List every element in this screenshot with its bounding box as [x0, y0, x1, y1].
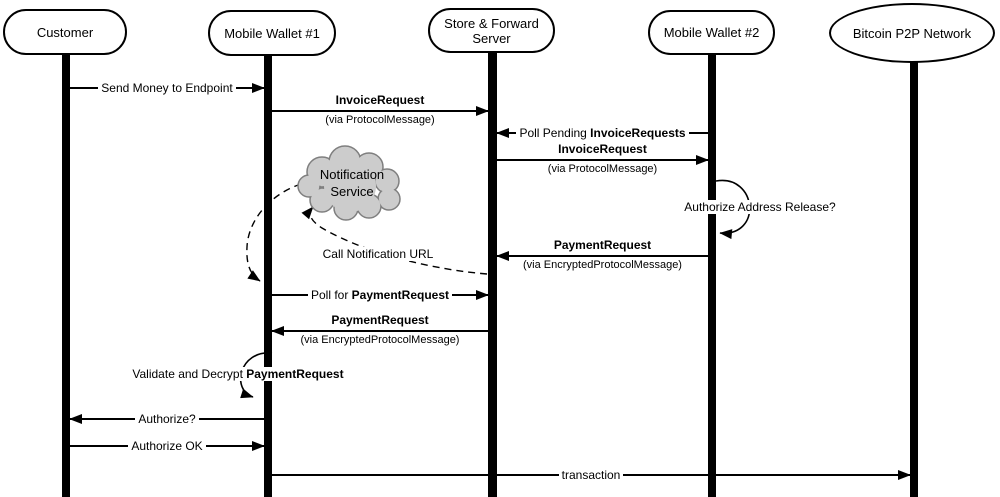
actor-bitcoin-p2p-network	[829, 3, 995, 63]
message-invoice-request-2-title: InvoiceRequest	[558, 142, 647, 156]
message-authorize-question-label: Authorize?	[135, 412, 198, 426]
actor-mobile-wallet-1	[208, 10, 336, 56]
actor-mobile-wallet-2-label: Mobile Wallet #2	[663, 25, 760, 40]
message-authorize-address-release: Authorize Address Release?	[681, 200, 838, 214]
message-poll-for-payment-label: Poll for PaymentRequest	[308, 288, 452, 302]
message-payment-request-1-via: (via EncryptedProtocolMessage)	[523, 259, 682, 271]
message-poll-pending-invoices-label: Poll Pending InvoiceRequests	[516, 126, 688, 140]
actor-mobile-wallet-2	[648, 10, 775, 55]
arrow-line	[497, 159, 708, 161]
arrow-line	[272, 110, 488, 112]
message-transaction-label: transaction	[559, 468, 624, 482]
message-send-money-label: Send Money to Endpoint	[98, 81, 235, 95]
message-invoice-request-1-title: InvoiceRequest	[335, 93, 425, 107]
message-invoice-request-1-via: (via ProtocolMessage)	[325, 114, 435, 126]
message-validate-decrypt: Validate and Decrypt PaymentRequest	[129, 367, 346, 381]
actor-mobile-wallet-1-label: Mobile Wallet #1	[224, 25, 320, 41]
message-call-notification-url: Call Notification URL	[320, 247, 437, 261]
actor-customer	[3, 9, 127, 55]
dashed-arrow-call-notification-url	[310, 207, 487, 274]
message-payment-request-1-title: PaymentRequest	[553, 238, 652, 252]
message-authorize-ok-label: Authorize OK	[128, 439, 205, 453]
message-payment-request-2-title: PaymentRequest	[331, 313, 429, 327]
actor-customer-label: Customer	[36, 24, 94, 40]
notification-service-label: Notification Service	[319, 167, 385, 199]
arrow-line	[272, 330, 488, 332]
dashed-arrow-notify-wallet1	[247, 184, 301, 281]
actor-bitcoin-p2p-network-label: Bitcoin P2P Network	[852, 25, 972, 41]
actor-store-forward-server-label: Store & Forward Server	[444, 15, 539, 46]
actor-store-forward-server	[428, 8, 555, 53]
message-payment-request-2-via: (via EncryptedProtocolMessage)	[300, 334, 460, 346]
arrow-line	[497, 255, 708, 257]
message-invoice-request-2-via: (via ProtocolMessage)	[547, 163, 658, 175]
